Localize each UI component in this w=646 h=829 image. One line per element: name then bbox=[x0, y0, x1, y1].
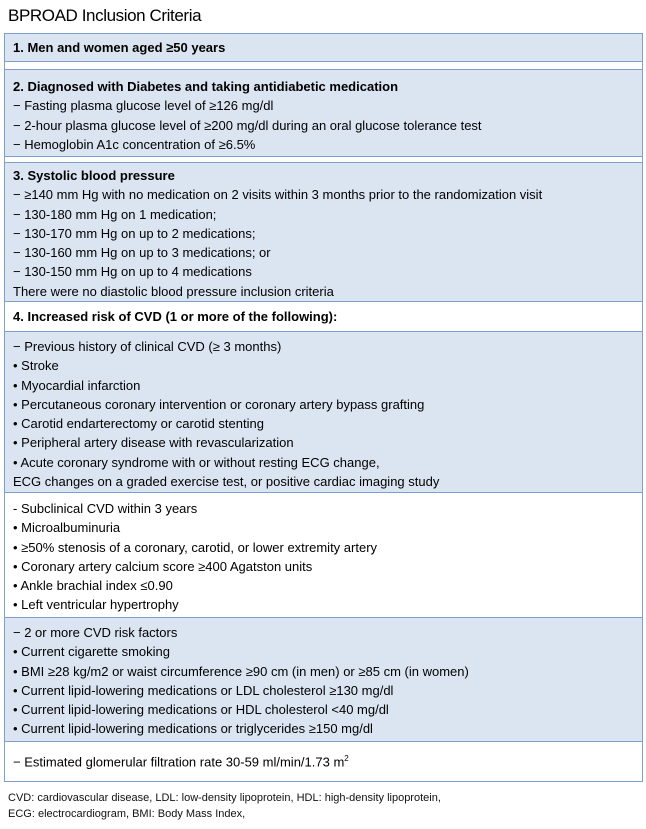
list-item: − 130-180 mm Hg on 1 medication; bbox=[13, 206, 217, 222]
list-item: ECG changes on a graded exercise test, or positive cardiac imaging study bbox=[13, 474, 440, 490]
list-item: − 2-hour plasma glucose level of ≥200 mg/dl during an oral glucose tolerance test bbox=[13, 117, 482, 133]
list-item: − ≥140 mm Hg with no medication on 2 visits within 3 months prior to the randomization visit bbox=[13, 187, 543, 203]
section-3 bbox=[4, 163, 643, 302]
list-item: − Hemoglobin A1c concentration of ≥6.5% bbox=[13, 136, 256, 152]
list-item: • Percutaneous coronary intervention or coronary artery bypass grafting bbox=[13, 396, 425, 412]
footnote bbox=[8, 790, 441, 822]
list-item: • Coronary artery calcium score ≥400 Agatston units bbox=[13, 558, 313, 574]
list-item: • Myocardial infarction bbox=[13, 377, 141, 393]
section-4 bbox=[4, 302, 643, 332]
clinical-cvd-block bbox=[4, 332, 643, 493]
list-item: • Current lipid-lowering medications or LDL cholesterol ≥130 mg/dl bbox=[13, 682, 394, 698]
list-item: • Current cigarette smoking bbox=[13, 644, 171, 660]
list-item: • Current lipid-lowering medications or HDL cholesterol <40 mg/dl bbox=[13, 702, 389, 718]
section-heading: 4. Increased risk of CVD (1 or more of the following): bbox=[13, 309, 338, 324]
list-item: • Peripheral artery disease with revascularization bbox=[13, 435, 294, 451]
footnote-line: CVD: cardiovascular disease, LDL: low-density lipoprotein, HDL: high-density lipoprotein, bbox=[8, 792, 441, 804]
subclinical-cvd-block bbox=[4, 493, 643, 618]
egfr-block bbox=[4, 742, 643, 782]
list-item: - Subclinical CVD within 3 years bbox=[13, 501, 198, 516]
criteria-table bbox=[4, 33, 643, 782]
section-heading: 3. Systolic blood pressure bbox=[13, 168, 175, 183]
list-item: There were no diastolic blood pressure inclusion criteria bbox=[13, 283, 334, 299]
spacer-row bbox=[4, 62, 643, 70]
list-item: − 2 or more CVD risk factors bbox=[13, 625, 178, 640]
list-item: • Microalbuminuria bbox=[13, 520, 121, 536]
list-item: • Acute coronary syndrome with or without resting ECG change, bbox=[13, 454, 380, 470]
list-item: • Stroke bbox=[13, 358, 59, 374]
footnote-line: ECG: electrocardiogram, BMI: Body Mass Index, bbox=[8, 808, 246, 820]
risk-factors-block bbox=[4, 618, 643, 742]
list-item: • ≥50% stenosis of a coronary, carotid, or lower extremity artery bbox=[13, 539, 378, 555]
superscript: 2 bbox=[344, 754, 349, 763]
list-item: − 130-150 mm Hg on up to 4 medications bbox=[13, 264, 252, 280]
egfr-text: − Estimated glomerular filtration rate 30-59 ml/min/1.73 m bbox=[13, 754, 345, 770]
list-item: • Carotid endarterectomy or carotid stenting bbox=[13, 416, 264, 432]
list-item: − 130-160 mm Hg on up to 3 medications; or bbox=[13, 245, 271, 261]
section-heading: 1. Men and women aged ≥50 years bbox=[13, 40, 226, 55]
page-title: BPROAD Inclusion Criteria bbox=[8, 6, 202, 25]
list-item: − Previous history of clinical CVD (≥ 3 months) bbox=[13, 339, 282, 354]
list-item: • Current lipid-lowering medications or triglycerides ≥150 mg/dl bbox=[13, 721, 373, 737]
list-item: • Ankle brachial index ≤0.90 bbox=[13, 578, 173, 594]
list-item: − Fasting plasma glucose level of ≥126 mg/dl bbox=[13, 98, 274, 114]
section-heading: 2. Diagnosed with Diabetes and taking antidiabetic medication bbox=[13, 79, 399, 94]
list-item: • Left ventricular hypertrophy bbox=[13, 597, 179, 613]
list-item: • BMI ≥28 kg/m2 or waist circumference ≥90 cm (in men) or ≥85 cm (in women) bbox=[13, 663, 469, 679]
section-2 bbox=[4, 70, 643, 157]
section-1 bbox=[4, 34, 643, 62]
list-item: − 130-170 mm Hg on up to 2 medications; bbox=[13, 225, 256, 241]
list-item bbox=[13, 749, 634, 772]
